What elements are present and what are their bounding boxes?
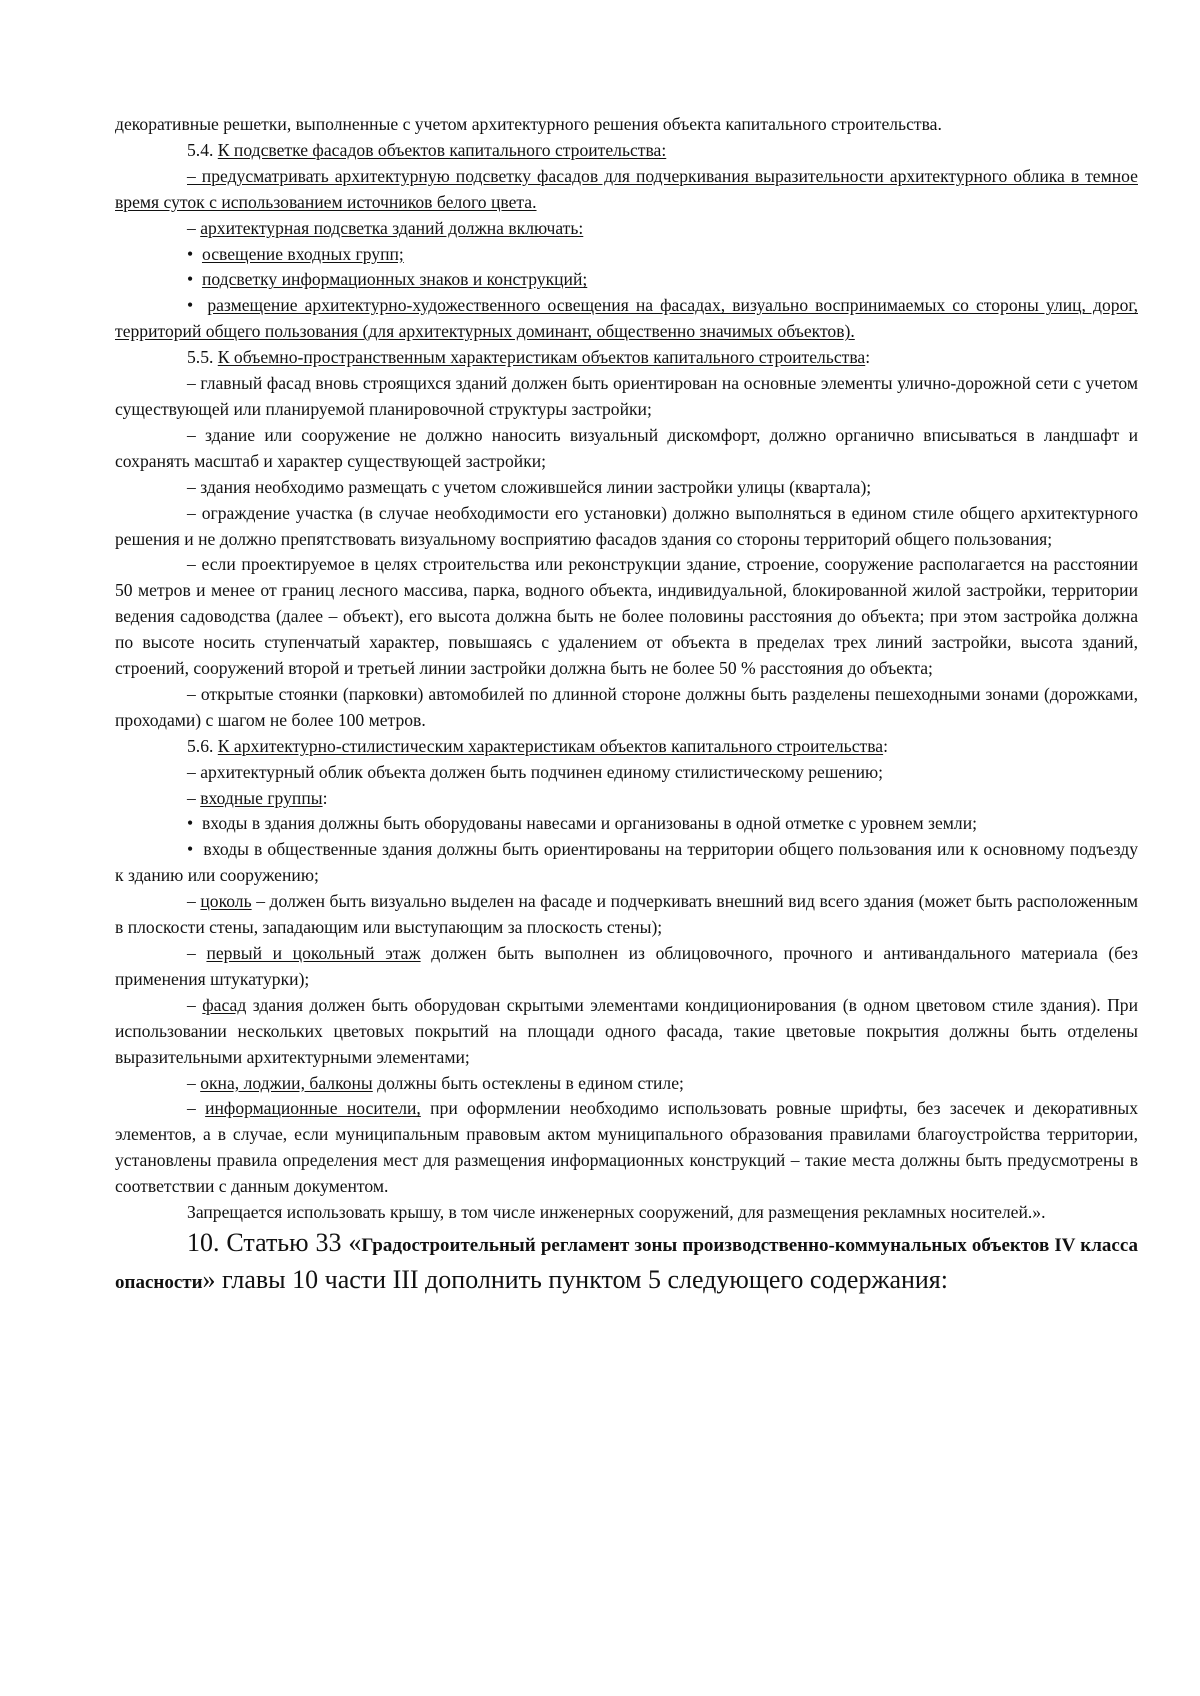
section-number: 5.4. bbox=[187, 139, 218, 160]
bullet-text: входы в здания должны быть оборудованы навесами и организованы в одной отметке с уровнем земли; bbox=[201, 813, 978, 834]
bullet-text: входы в общественные здания должны быть ориентированы на территории общего пользования или к основному подъезду к зданию или сооружению; bbox=[115, 839, 1138, 886]
section-5-5-item-6: – открытые стоянки (парковки) автомобилей по длинной стороне должны быть разделены пешеходными зонами (дорожками, проходами) с шагом не более 100 метров. bbox=[115, 683, 1138, 730]
section-5-6-item-2 bbox=[115, 786, 1138, 812]
dash: – bbox=[187, 994, 203, 1015]
amendment-lead: 10. Статью 33 « bbox=[187, 1227, 362, 1257]
item-term: цоколь bbox=[200, 891, 252, 912]
bullet-icon: • bbox=[187, 243, 194, 264]
bullet-text: освещение входных групп; bbox=[201, 243, 404, 264]
section-5-6-bullet-2 bbox=[115, 837, 1138, 889]
section-5-5-heading bbox=[115, 345, 1138, 371]
amendment-paragraph bbox=[115, 1226, 1138, 1300]
item-text: архитектурная подсветка зданий должна включать: bbox=[200, 217, 584, 238]
section-5-5-item-3: – здания необходимо размещать с учетом сложившейся линии застройки улицы (квартала); bbox=[187, 476, 872, 497]
closing-paragraph: Запрещается использовать крышу, в том числе инженерных сооружений, для размещения рекламных носителей.». bbox=[187, 1202, 1046, 1223]
item-text: – должен быть визуально выделен на фасаде и подчеркивать внешний вид всего здания (может быть расположенным в плоскости стены, западающим или выступающим за плоскость стены); bbox=[115, 891, 1139, 938]
colon: : bbox=[865, 347, 871, 368]
section-5-5-item-2: – здание или сооружение не должно наносить визуальный дискомфорт, должно органично вписываться в ландшафт и сохранять масштаб и характер существующей застройки; bbox=[115, 424, 1138, 471]
section-title: К архитектурно-стилистическим характеристикам объектов капитального строительства bbox=[217, 735, 884, 756]
section-5-6-item-6 bbox=[115, 1071, 1138, 1097]
bullet-icon: • bbox=[187, 295, 194, 316]
section-5-6-item-4 bbox=[115, 941, 1138, 993]
bullet-icon: • bbox=[187, 813, 194, 834]
paragraph-continuation: декоративные решетки, выполненные с учетом архитектурного решения объекта капитального строительства. bbox=[115, 114, 942, 134]
section-5-6-bullet-1 bbox=[115, 811, 1138, 837]
section-5-6-item-1: – архитектурный облик объекта должен быть подчинен единому стилистическому решению; bbox=[187, 761, 884, 782]
section-5-6-heading bbox=[115, 734, 1138, 760]
section-number: 5.5. bbox=[187, 347, 218, 368]
dash: – bbox=[187, 891, 201, 912]
section-number: 5.6. bbox=[187, 735, 218, 756]
item-text: должен быть выполнен из облицовочного, прочного и антивандального материала (без применения штукатурки); bbox=[115, 943, 1138, 989]
colon: : bbox=[883, 735, 888, 756]
dash: – bbox=[187, 1098, 206, 1119]
item-term: информационные носители, bbox=[205, 1098, 421, 1119]
section-5-4-bullet-1 bbox=[115, 242, 1138, 268]
dash: – bbox=[187, 787, 201, 808]
section-5-4-heading bbox=[115, 138, 1138, 164]
section-title: К объемно-пространственным характеристикам объектов капитального строительства bbox=[217, 347, 866, 368]
item-text: здания должен быть оборудован скрытыми элементами кондиционирования (в одном цветовом стиле здания). При использовании нескольких цветовых покрытий на площади одного фасада, такие цветовые покрытия должны быть отделены выразительными архитектурными элементами; bbox=[115, 994, 1138, 1067]
bullet-text: размещение архитектурно-художественного освещения на фасадах, визуально воспринимаемых со стороны улиц, дорог, территорий общего пользования (для архитектурных доминант, общественно значимых объектов). bbox=[115, 295, 1138, 342]
section-5-4-item-1: – предусматривать архитектурную подсветку фасадов для подчеркивания выразительности архитектурного облика в темное время суток с использованием источников белого цвета. bbox=[115, 165, 1138, 212]
article-title: Градостроительный регламент зоны производственно-коммунальных объектов IV класса опасности bbox=[115, 1234, 1138, 1293]
item-text: должны быть остеклены в едином стиле; bbox=[372, 1072, 684, 1093]
dash: – bbox=[187, 1072, 201, 1093]
document-body bbox=[115, 112, 1138, 1300]
dash: – bbox=[187, 217, 201, 238]
section-5-4-item-2 bbox=[115, 216, 1138, 242]
section-5-5-item-4: – ограждение участка (в случае необходимости его установки) должно выполняться в едином стиле общего архитектурного решения и не должно препятствовать визуальному восприятию фасадов здания со стороны территорий общего пользования; bbox=[115, 502, 1138, 549]
colon: : bbox=[322, 787, 328, 808]
section-5-4-bullet-3 bbox=[115, 293, 1138, 345]
item-term: входные группы bbox=[200, 787, 323, 808]
section-5-6-item-3 bbox=[115, 889, 1138, 941]
item-term: окна, лоджии, балконы bbox=[200, 1072, 373, 1093]
bullet-icon: • bbox=[187, 839, 194, 860]
section-5-6-item-5 bbox=[115, 993, 1138, 1071]
section-5-6-item-7 bbox=[115, 1096, 1138, 1200]
section-5-4-bullet-2 bbox=[115, 267, 1138, 293]
dash: – bbox=[187, 943, 207, 963]
amendment-tail: » главы 10 части III дополнить пунктом 5 следующего содержания: bbox=[202, 1264, 948, 1294]
section-5-5-item-1: – главный фасад вновь строящихся зданий должен быть ориентирован на основные элементы улично-дорожной сети с учетом существующей или планируемой планировочной структуры застройки; bbox=[115, 373, 1138, 419]
section-title: К подсветке фасадов объектов капитального строительства: bbox=[217, 139, 667, 160]
item-text: при оформлении необходимо использовать ровные шрифты, без засечек и декоративных элементов, а в случае, если муниципальным правовым актом муниципального образования правилами благоустройства территории, установлены правила определения мест для размещения информационных конструкций – такие места должны быть предусмотрены в соответствии с данным документом. bbox=[115, 1098, 1138, 1197]
bullet-text: подсветку информационных знаков и конструкций; bbox=[201, 269, 588, 290]
item-term: фасад bbox=[202, 994, 247, 1015]
item-term: первый и цокольный этаж bbox=[206, 943, 421, 963]
bullet-icon: • bbox=[187, 269, 194, 290]
section-5-5-item-5: – если проектируемое в целях строительства или реконструкции здание, строение, сооружение располагается на расстоянии 50 метров и менее от границ лесного массива, парка, водного объекта, индивидуальной, блокированной жилой застройки, территории ведения садоводства (далее – объект), его высота должна быть не более половины расстояния до объекта; при этом застройка должна по высоте носить ступенчатый характер, повышаясь с удалением от объекта в пределах трех линий застройки, высота зданий, строений, сооружений второй и третьей линии застройки должна быть не более 50 % расстояния до объекта; bbox=[115, 554, 1138, 679]
